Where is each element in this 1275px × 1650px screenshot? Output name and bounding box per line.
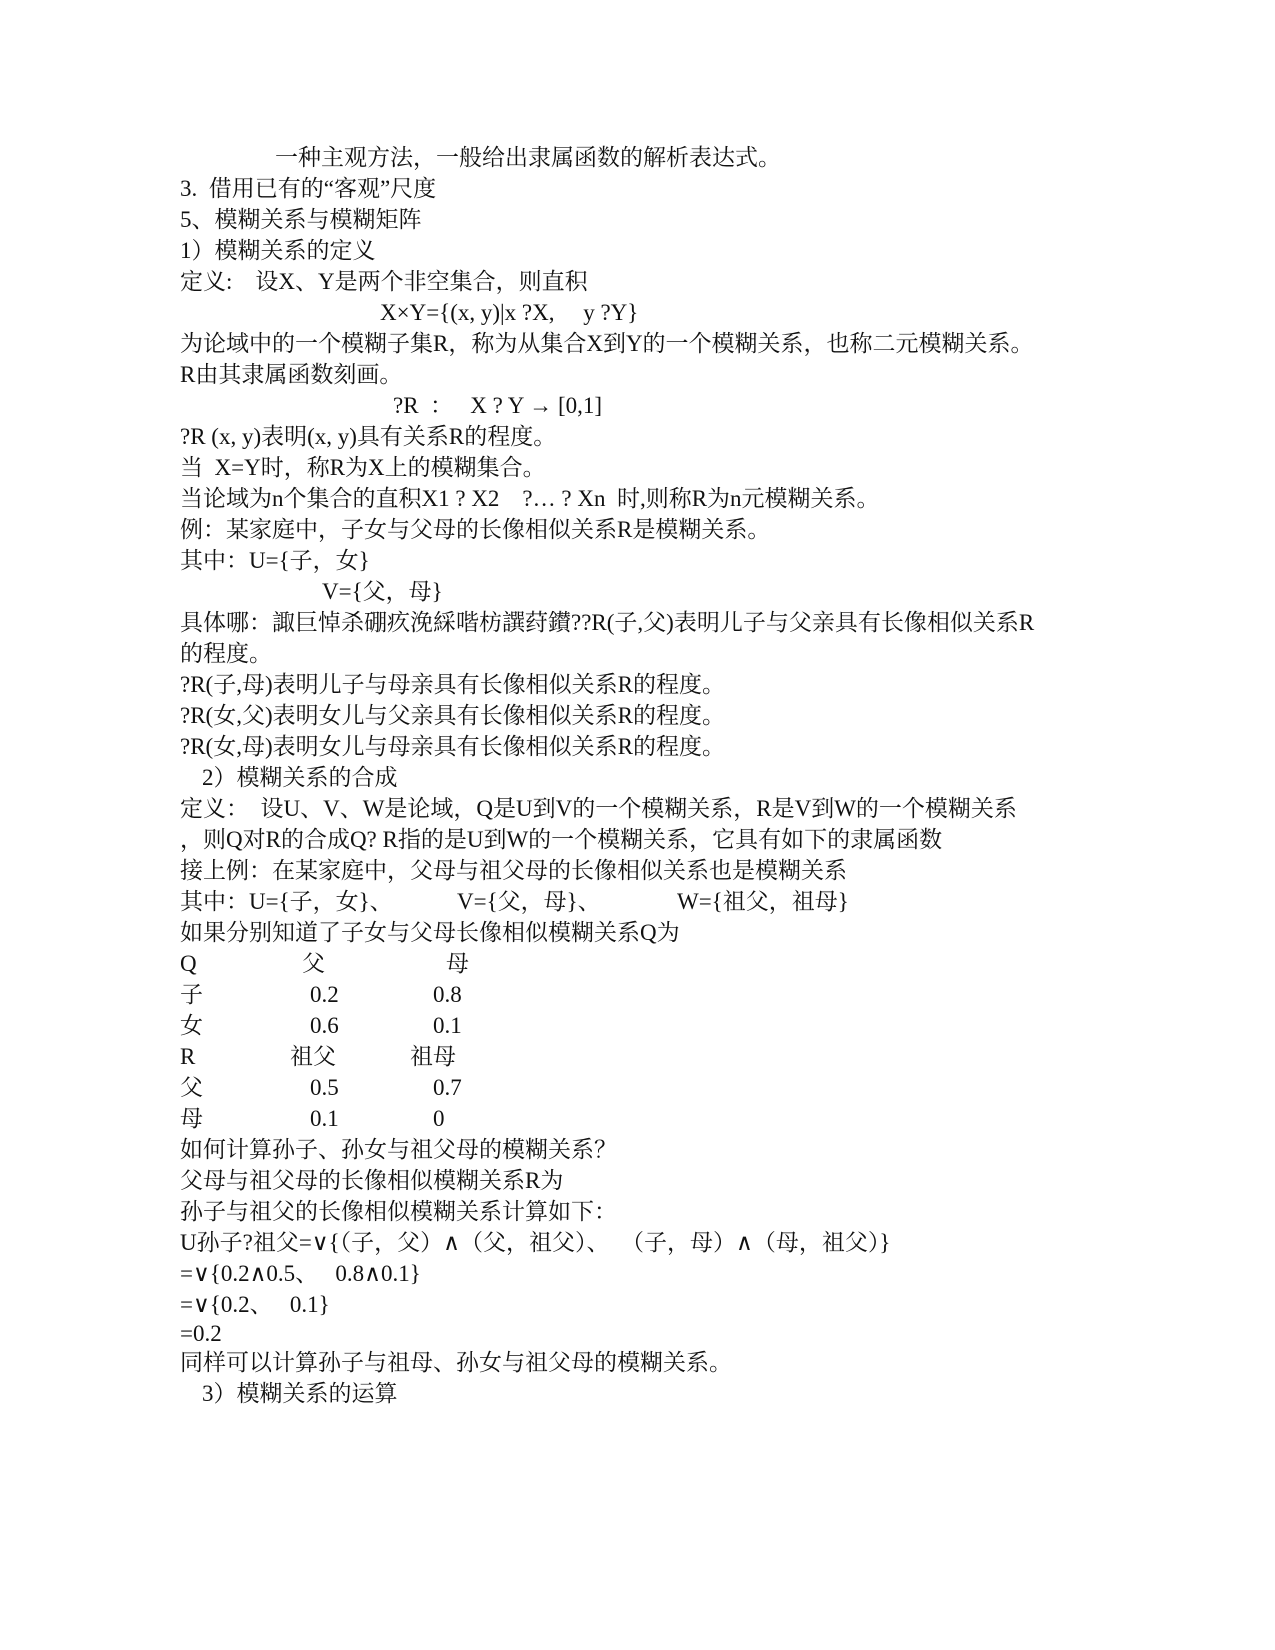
text-line: 其中：U={子，女} <box>180 548 370 573</box>
formula: X×Y={(x, y)|x ?X, y ?Y} <box>380 300 639 325</box>
text-line: 为论域中的一个模糊子集R，称为从集合X到Y的一个模糊关系，也称二元模糊关系。 <box>180 331 1034 356</box>
text-line: 定义: 设X、Y是两个非空集合，则直积 <box>180 269 588 294</box>
formula: U孙子?祖父=∨{（子，父）∧（父，祖父）、 （子，母）∧（母，祖父）} <box>180 1230 891 1255</box>
text-line: 具体哪：諏巨悼杀硼疚浼綵喈枋譔荮鑚??R(子,父)表明儿子与父亲具有长像相似关系R <box>180 610 1035 635</box>
matrix-header: 母 <box>446 951 469 976</box>
subsection-heading: 1）模糊关系的定义 <box>180 238 376 263</box>
formula: =0.2 <box>180 1321 222 1346</box>
matrix-header: 祖父 <box>290 1044 336 1069</box>
text-line: 父母与祖父母的长像相似模糊关系R为 <box>180 1168 564 1193</box>
text-line: W={祖父，祖母} <box>677 889 849 914</box>
matrix-cell: 0.6 <box>310 1013 339 1038</box>
formula: ?R ： X ? Y → [0,1] <box>393 393 603 418</box>
text-line: ?R (x, y)表明(x, y)具有关系R的程度。 <box>180 424 557 449</box>
matrix-row-label: 女 <box>180 1013 203 1038</box>
matrix-cell: 0.8 <box>433 982 462 1007</box>
text-line: V={父，母} <box>322 579 443 604</box>
matrix-row-label: 子 <box>180 982 203 1007</box>
matrix-cell: 0 <box>433 1106 445 1131</box>
text-line: ，则Q对R的合成Q? R指的是U到W的一个模糊关系，它具有如下的隶属函数 <box>180 827 943 852</box>
matrix-row-label: 父 <box>180 1075 203 1100</box>
matrix-cell: 0.5 <box>310 1075 339 1100</box>
text-line: 3. 借用已有的“客观”尺度 <box>180 176 437 201</box>
subsection-heading: 2）模糊关系的合成 <box>202 765 398 790</box>
text-line: ?R(女,母)表明女儿与母亲具有长像相似关系R的程度。 <box>180 734 725 759</box>
text-line: V={父，母}、 <box>457 889 601 914</box>
matrix-header: Q <box>180 951 197 976</box>
formula: =∨{0.2∧0.5、 0.8∧0.1} <box>180 1261 421 1286</box>
matrix-row-label: 母 <box>180 1106 203 1131</box>
matrix-cell: 0.1 <box>433 1013 462 1038</box>
text-line: 同样可以计算孙子与祖母、孙女与祖父母的模糊关系。 <box>180 1350 732 1375</box>
text-line: 的程度。 <box>180 641 272 666</box>
matrix-cell: 0.7 <box>433 1075 462 1100</box>
text-line: 例：某家庭中，子女与父母的长像相似关系R是模糊关系。 <box>180 517 771 542</box>
text-line: 当论域为n个集合的直积X1 ? X2 ?… ? Xn 时,则称R为n元模糊关系。 <box>180 486 880 511</box>
text-line: 孙子与祖父的长像相似模糊关系计算如下： <box>180 1199 617 1224</box>
text-line: ?R(女,父)表明女儿与父亲具有长像相似关系R的程度。 <box>180 703 725 728</box>
text-line: 其中：U={子，女}、 <box>180 889 393 914</box>
text-line: ?R(子,母)表明儿子与母亲具有长像相似关系R的程度。 <box>180 672 725 697</box>
text-line: 如果分别知道了子女与父母长像相似模糊关系Q为 <box>180 920 680 945</box>
matrix-header: R <box>180 1044 196 1069</box>
text-line: 当 X=Y时，称R为X上的模糊集合。 <box>180 455 546 480</box>
formula: =∨{0.2、 0.1} <box>180 1292 330 1317</box>
text-line: 接上例：在某家庭中，父母与祖父母的长像相似关系也是模糊关系 <box>180 858 847 883</box>
matrix-header: 父 <box>302 951 325 976</box>
matrix-header: 祖母 <box>410 1044 456 1069</box>
subsection-heading: 3）模糊关系的运算 <box>202 1381 398 1406</box>
matrix-cell: 0.2 <box>310 982 339 1007</box>
matrix-cell: 0.1 <box>310 1106 339 1131</box>
text-line: 如何计算孙子、孙女与祖父母的模糊关系？ <box>180 1137 617 1162</box>
text-line: 定义： 设U、V、W是论域，Q是U到V的一个模糊关系，R是V到W的一个模糊关系 <box>180 796 1017 821</box>
text-line: R由其隶属函数刻画。 <box>180 362 403 387</box>
section-heading: 5、模糊关系与模糊矩阵 <box>180 207 422 232</box>
text-line: 一种主观方法，一般给出隶属函数的解析表达式。 <box>275 145 781 170</box>
